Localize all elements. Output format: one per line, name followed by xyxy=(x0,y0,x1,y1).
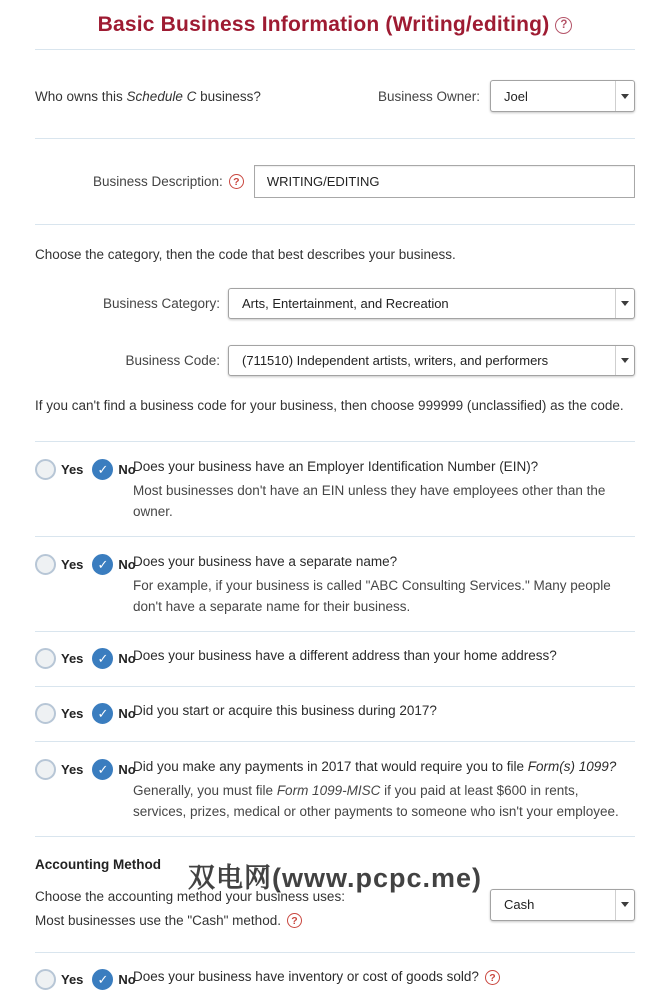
code-hint: If you can't find a business code for your business, then choose 999999 (unclassified) as the code. xyxy=(35,398,624,413)
no-label: No xyxy=(118,462,136,477)
radio-yes[interactable] xyxy=(35,969,56,990)
business-owner-value: Joel xyxy=(504,88,528,104)
radio-yes[interactable] xyxy=(35,554,56,575)
no-label: No xyxy=(118,761,136,777)
accounting-method-value: Cash xyxy=(504,897,535,913)
owner-field xyxy=(378,80,635,112)
radio-no[interactable] xyxy=(92,554,113,575)
yes-no-radio-group xyxy=(35,969,136,990)
yes-no-radio-group xyxy=(35,457,136,480)
accounting-method-row xyxy=(35,889,635,929)
title-help-icon[interactable]: ? xyxy=(555,17,572,34)
yes-label: Yes xyxy=(61,972,84,988)
divider xyxy=(35,49,635,50)
accounting-help-icon[interactable]: ? xyxy=(287,913,302,928)
accounting-note: Most businesses use the "Cash" method. ? xyxy=(35,913,345,929)
yes-no-radio-group xyxy=(35,757,136,780)
chevron-down-icon[interactable] xyxy=(615,346,634,375)
business-category-row xyxy=(35,288,635,319)
check-icon: ✓ xyxy=(97,556,109,572)
check-icon: ✓ xyxy=(97,761,109,777)
business-description-row xyxy=(35,165,635,198)
radio-no[interactable] xyxy=(92,648,113,669)
description-label: Business Description: xyxy=(93,174,223,189)
inventory-help-icon[interactable]: ? xyxy=(485,970,500,985)
radio-yes[interactable] xyxy=(35,703,56,724)
question-text: Did you make any payments in 2017 that would require you to file Form(s) 1099? xyxy=(133,758,617,774)
no-label: No xyxy=(118,650,136,666)
watermark-text: 双电网(www.pcpc.me) xyxy=(187,863,483,893)
radio-yes[interactable] xyxy=(35,459,56,480)
yes-label: Yes xyxy=(61,462,84,477)
radio-no[interactable] xyxy=(92,759,113,780)
check-icon: ✓ xyxy=(97,650,109,666)
chevron-down-icon[interactable] xyxy=(615,289,634,318)
no-label: No xyxy=(118,556,136,572)
question-text: Does your business have inventory or cost of goods sold? ? xyxy=(133,969,635,985)
business-owner-select[interactable] xyxy=(490,80,635,112)
question-row-separate-name xyxy=(35,537,635,631)
divider xyxy=(35,224,635,225)
yes-no-radio-group xyxy=(35,648,136,669)
yes-label: Yes xyxy=(61,761,84,777)
accounting-method-heading: Accounting Method xyxy=(35,856,161,872)
check-icon: ✓ xyxy=(97,972,109,988)
business-code-value: (711510) Independent artists, writers, and performers xyxy=(242,353,549,368)
question-subtext: For example, if your business is called "ABC Consulting Services." Many people don't have a separate name for their business. xyxy=(133,577,611,614)
question-text: Does your business have a separate name? xyxy=(133,553,398,569)
page-title: Basic Business Information (Writing/editing) xyxy=(97,13,550,36)
divider xyxy=(35,138,635,139)
divider xyxy=(35,836,635,837)
radio-no[interactable] xyxy=(92,969,113,990)
radio-no[interactable] xyxy=(92,703,113,724)
page-header xyxy=(0,0,670,37)
no-label: No xyxy=(118,705,136,721)
question-subtext: Generally, you must file Form 1099-MISC if you paid at least $600 in rents, services, prizes, medical or other payments to someone who isn't your employee. xyxy=(133,782,619,819)
owner-question: Who owns this Schedule C business? xyxy=(35,88,261,104)
business-category-select[interactable] xyxy=(228,288,635,319)
radio-yes[interactable] xyxy=(35,759,56,780)
yes-no-radio-group xyxy=(35,552,136,575)
code-label: Business Code: xyxy=(125,353,220,368)
business-code-select[interactable] xyxy=(228,345,635,376)
category-label: Business Category: xyxy=(102,296,220,311)
question-row-address xyxy=(35,632,635,686)
question-subtext: Most businesses don't have an EIN unless they have employees other than the owner. xyxy=(133,483,606,519)
business-owner-row xyxy=(35,80,635,112)
yes-label: Yes xyxy=(61,705,84,721)
owner-label: Business Owner: xyxy=(377,88,480,104)
yes-label: Yes xyxy=(61,556,84,572)
question-text: Does your business have a different address than your home address? xyxy=(133,647,557,663)
radio-no[interactable] xyxy=(92,459,113,480)
business-description-input[interactable] xyxy=(254,165,635,198)
chevron-down-icon[interactable] xyxy=(615,81,634,111)
accounting-method-select[interactable] xyxy=(490,889,635,921)
question-row-1099 xyxy=(35,742,635,836)
no-label: No xyxy=(118,972,136,988)
radio-yes[interactable] xyxy=(35,648,56,669)
check-icon: ✓ xyxy=(97,462,109,477)
question-text: Does your business have an Employer Identification Number (EIN)? xyxy=(133,459,539,474)
check-icon: ✓ xyxy=(97,705,109,721)
question-row-start-acquire xyxy=(35,687,635,741)
chevron-down-icon[interactable] xyxy=(615,890,634,920)
yes-no-radio-group xyxy=(35,703,136,724)
question-row-inventory xyxy=(35,953,635,1007)
business-code-row xyxy=(35,345,635,376)
business-category-value: Arts, Entertainment, and Recreation xyxy=(242,296,449,311)
question-text: Did you start or acquire this business during 2017? xyxy=(133,702,437,718)
question-row-ein xyxy=(35,442,635,536)
yes-label: Yes xyxy=(61,650,84,666)
accounting-instruction: Choose the accounting method your business uses: xyxy=(35,888,345,904)
description-help-icon[interactable]: ? xyxy=(229,174,244,189)
category-intro: Choose the category, then the code that best describes your business. xyxy=(35,247,456,262)
